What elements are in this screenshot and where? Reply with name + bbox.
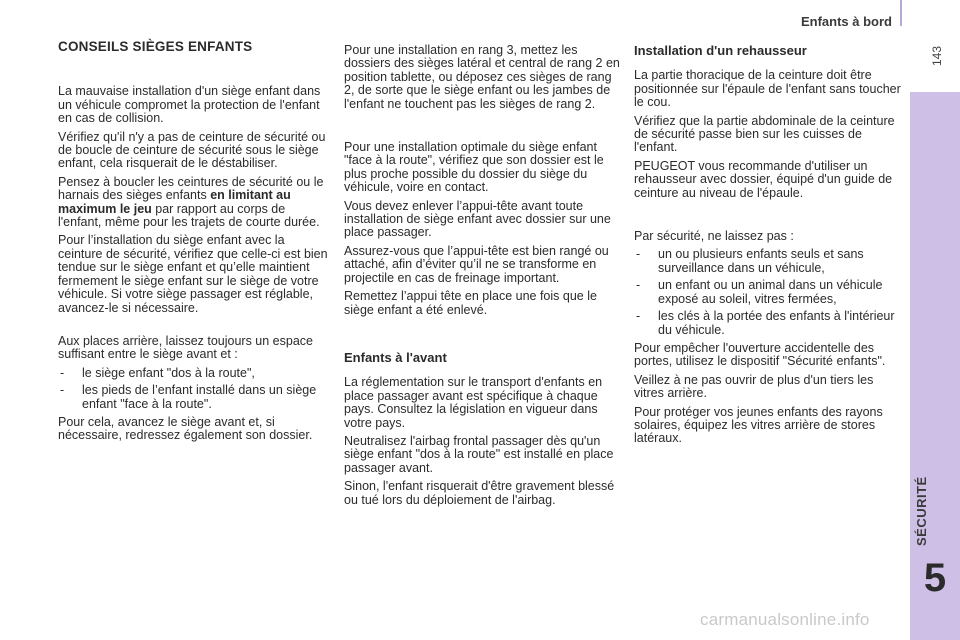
page-number	[930, 46, 944, 66]
paragraph: Pour protéger vos jeunes enfants des rayons solaires, équipez les vitres arrière de stores latéraux.	[634, 404, 883, 446]
paragraph: Par sécurité, ne laissez pas :	[634, 229, 794, 244]
paragraph: Aux places arrière, laissez toujours un espace suffisant entre le siège avant et :	[58, 333, 313, 362]
list-item: - les clés à la portée des enfants à l'intérieur du véhicule.	[634, 310, 906, 337]
page-number-text: 143	[930, 45, 944, 66]
paragraph: Vérifiez qu'il n'y a pas de ceinture de sécurité ou de boucle de ceinture de sécurité sous le siège enfant, cela risquerait de le déstabiliser.	[58, 129, 326, 171]
list-item: - un ou plusieurs enfants seuls et sans surveillance dans un véhicule,	[634, 248, 906, 275]
paragraph: La mauvaise installation d'un siège enfant dans un véhicule compromet la protection de l'enfant en cas de collision.	[58, 84, 321, 126]
paragraph: Pour empêcher l'ouverture accidentelle des portes, utilisez le dispositif "Sécurité enfants".	[634, 340, 886, 369]
watermark-text: carmanualsonline.info	[700, 610, 870, 629]
dash-list	[634, 248, 906, 336]
emphasis-text: en limitant au maximum le jeu	[58, 188, 291, 216]
header-divider	[900, 0, 902, 26]
paragraph	[58, 176, 328, 230]
paragraph: Pour une installation en rang 3, mettez les dossiers des sièges latéral et central de rang 2 en position tablette, ou déposez ces sièges de rang 2, de sorte que le siège enfant ou les jambes de l'enfant ne touchent pas les sièges de rang 2.	[344, 43, 620, 111]
dash-list	[58, 367, 328, 411]
paragraph: La partie thoracique de la ceinture doit être positionnée sur l'épaule de l'enfant sans toucher le cou.	[634, 68, 901, 110]
column-2	[344, 44, 620, 512]
paragraph: Pour cela, avancez le siège avant et, si nécessaire, redressez également son dossier.	[58, 414, 313, 443]
list-item: - un enfant ou un animal dans un véhicule exposé au soleil, vitres fermées,	[634, 279, 906, 306]
paragraph: PEUGEOT vous recommande d'utiliser un rehausseur avec dossier, équipé d'un guide de ceinture au niveau de l'épaule.	[634, 158, 893, 200]
page-header-title: Enfants à bord	[800, 14, 892, 29]
paragraph-text: par rapport au corps de l'enfant, même pour les trajets de courte durée.	[58, 201, 320, 230]
column-1	[58, 40, 328, 448]
section-label-text: SÉCURITÉ	[914, 476, 929, 546]
paragraph: Vous devez enlever l’appui-tête avant toute installation de siège enfant avec dossier sur une place passager.	[344, 198, 611, 240]
column-3	[634, 44, 906, 451]
section-heading-rehausseur: Installation d'un rehausseur	[634, 43, 807, 58]
paragraph: Assurez-vous que l’appui-tête est bien rangé ou attaché, afin d’éviter qu’il ne se transforme en projectile en cas de freinage important.	[344, 243, 609, 285]
list-item: - le siège enfant "dos à la route",	[58, 367, 328, 380]
section-heading-conseils: CONSEILS SIÈGES ENFANTS	[58, 39, 253, 54]
paragraph: Veillez à ne pas ouvrir de plus d'un tiers les vitres arrière.	[634, 372, 874, 401]
chapter-number: 5	[923, 556, 947, 600]
paragraph: Remettez l’appui tête en place une fois que le siège enfant a été enlevé.	[344, 289, 597, 317]
paragraph: Pour l’installation du siège enfant avec la ceinture de sécurité, vérifiez que celle-ci est bien tendue sur le siège enfant et qu’elle maintient fermement le siège enfant sur le siège de votre véhicule. Si votre siège passager est réglable, avancez-le si nécessaire.	[58, 233, 328, 315]
list-item: - les pieds de l’enfant installé dans un siège enfant "face à la route".	[58, 384, 328, 411]
paragraph: Vérifiez que la partie abdominale de la ceinture de sécurité passe bien sur les cuisses de l'enfant.	[634, 113, 895, 155]
paragraph: Sinon, l'enfant risquerait d'être gravement blessé ou tué lors du déploiement de l'airbag.	[344, 479, 615, 507]
paragraph: Neutralisez l'airbag frontal passager dès qu'un siège enfant "dos à la route" est installé en place passager avant.	[344, 433, 614, 475]
section-heading-enfants-avant: Enfants à l'avant	[344, 349, 447, 365]
paragraph: Pour une installation optimale du siège enfant "face à la route", vérifiez que son dossier est le plus proche possible du dossier du siège du véhicule, voire en contact.	[344, 140, 604, 195]
paragraph: La réglementation sur le transport d'enfants en place passager avant est spécifique à chaque pays. Consultez la législation en vigueur dans votre pays.	[344, 375, 603, 430]
paragraph-text: Pensez à boucler les ceintures de sécurité ou le harnais des sièges enfants	[58, 174, 324, 203]
